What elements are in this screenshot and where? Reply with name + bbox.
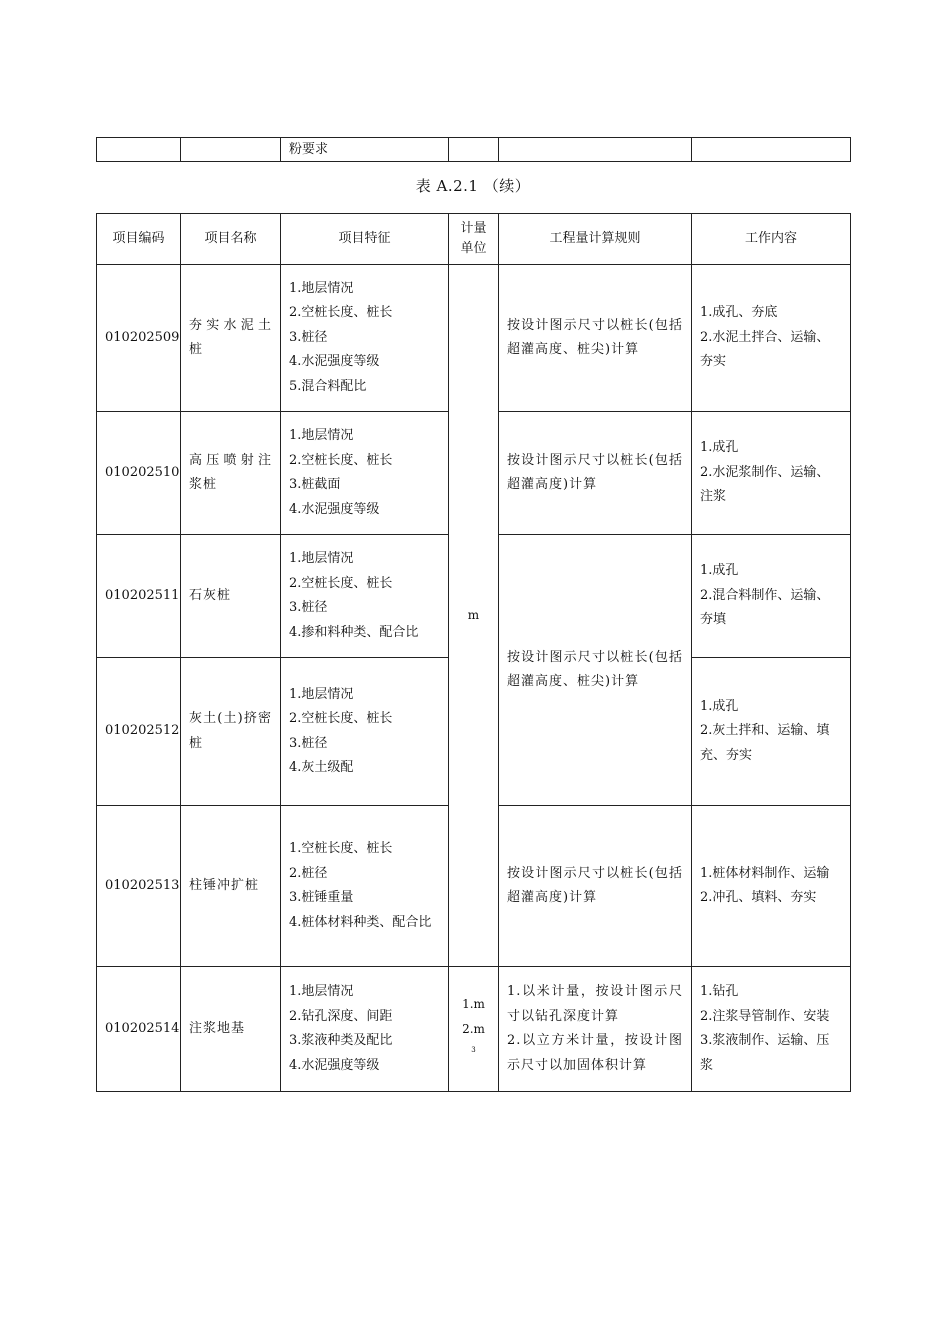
work-line: 1.桩体材料制作、运输 (700, 865, 830, 881)
work-line: 2.灰土拌和、运输、填充、夯实 (700, 723, 830, 763)
row-name: 柱锤冲扩桩 (181, 806, 281, 967)
unit-line (449, 1017, 498, 1066)
feature-line: 2.钻孔深度、间距 (289, 1008, 393, 1024)
row-rule: 按设计图示尺寸以桩长(包括超灌高度)计算 (499, 412, 692, 535)
row-rule: 按设计图示尺寸以桩长(包括超灌高度)计算 (499, 806, 692, 967)
fragment-cell-rule (499, 138, 692, 162)
unit-superscript: 3 (471, 1046, 476, 1055)
header-row (97, 214, 851, 265)
feature-line: 4.灰土级配 (289, 760, 354, 775)
previous-table-fragment (96, 137, 851, 162)
row-name: 灰土(土)挤密桩 (181, 658, 281, 806)
feature-line: 3.桩径 (289, 600, 328, 615)
header-unit-line1: 计量 (460, 221, 487, 236)
feature-line: 2.空桩长度、桩长 (289, 575, 393, 591)
row-work (692, 412, 851, 535)
row-features (281, 412, 449, 535)
work-line: 1.钻孔 (700, 984, 739, 999)
row-name: 注浆地基 (181, 967, 281, 1092)
fragment-row (97, 138, 851, 162)
fragment-cell-features: 粉要求 (281, 138, 449, 162)
row-code: 010202514 (97, 967, 181, 1092)
header-features: 项目特征 (281, 214, 449, 265)
feature-line: 4.水泥强度等级 (289, 501, 380, 517)
row-features (281, 806, 449, 967)
table-a21-continued (96, 213, 851, 1092)
feature-line: 4.水泥强度等级 (289, 354, 380, 370)
work-line: 1.成孔、夯底 (700, 305, 778, 321)
feature-line: 1.地层情况 (289, 686, 354, 702)
row-code: 010202512 (97, 658, 181, 806)
feature-line: 2.桩径 (289, 865, 328, 881)
row-features (281, 265, 449, 412)
feature-line: 1.空桩长度、桩长 (289, 841, 393, 856)
feature-line: 1.地层情况 (289, 984, 354, 999)
feature-line: 3.桩截面 (289, 477, 341, 492)
feature-line: 2.空桩长度、桩长 (289, 452, 393, 468)
row-code: 010202513 (97, 806, 181, 967)
row-work (692, 535, 851, 658)
row-code: 010202510 (97, 412, 181, 535)
table-row (97, 967, 851, 1092)
fragment-cell-code (97, 138, 181, 162)
work-line: 1.成孔 (700, 698, 739, 714)
header-name: 项目名称 (181, 214, 281, 265)
header-work: 工作内容 (692, 214, 851, 265)
row-features (281, 967, 449, 1092)
row-name: 石灰桩 (181, 535, 281, 658)
row-work (692, 967, 851, 1092)
rule-line: 2.以立方米计量，按设计图示尺寸以加固体积计算 (507, 1033, 683, 1073)
work-line: 2.冲孔、填料、夯实 (700, 890, 817, 905)
feature-line: 3.桩径 (289, 735, 328, 751)
feature-line: 1.地层情况 (289, 428, 354, 443)
merged-unit-cell: m (449, 265, 499, 967)
feature-line: 4.水泥强度等级 (289, 1057, 380, 1073)
work-line: 1.成孔 (700, 563, 739, 579)
row-work (692, 265, 851, 412)
row-code: 010202511 (97, 535, 181, 658)
rule-line: 1.以米计量，按设计图示尺寸以钻孔深度计算 (507, 984, 683, 1024)
feature-line: 2.空桩长度、桩长 (289, 305, 393, 321)
row-code: 010202509 (97, 265, 181, 412)
table-row (97, 265, 851, 412)
feature-line: 4.桩体材料种类、配合比 (289, 914, 432, 930)
row-work (692, 658, 851, 806)
merged-rule-cell: 按设计图示尺寸以桩长(包括超灌高度、桩尖)计算 (499, 535, 692, 806)
row-work (692, 806, 851, 967)
fragment-cell-work (692, 138, 851, 162)
row-rule: 按设计图示尺寸以桩长(包括超灌高度、桩尖)计算 (499, 265, 692, 412)
fragment-cell-unit (449, 138, 499, 162)
table-caption: 表 A.2.1 （续） (415, 177, 531, 195)
feature-line: 3.浆液种类及配比 (289, 1033, 393, 1048)
header-code: 项目编码 (97, 214, 181, 265)
feature-line: 1.地层情况 (289, 551, 354, 566)
work-line: 2.混合料制作、运输、夯填 (700, 587, 830, 628)
row-features (281, 535, 449, 658)
feature-line: 5.混合料配比 (289, 378, 367, 394)
row-rule (499, 967, 692, 1092)
feature-line: 1.地层情况 (289, 280, 354, 296)
feature-line: 4.掺和料种类、配合比 (289, 624, 419, 640)
feature-line: 2.空桩长度、桩长 (289, 711, 393, 726)
work-line: 2.水泥浆制作、运输、注浆 (700, 464, 830, 505)
feature-line: 3.桩锤重量 (289, 890, 354, 905)
unit-line-text: 2.m (462, 1021, 485, 1036)
row-features (281, 658, 449, 806)
work-line: 2.注浆导管制作、安装 (700, 1008, 830, 1024)
feature-line: 3.桩径 (289, 329, 328, 345)
row-name: 夯实水泥土桩 (181, 265, 281, 412)
work-line: 2.水泥土拌合、运输、夯实 (700, 329, 830, 370)
work-line: 3.浆液制作、运输、压浆 (700, 1033, 830, 1073)
header-unit (449, 214, 499, 265)
work-line: 1.成孔 (700, 440, 739, 456)
unit-line: 1.m (462, 997, 485, 1012)
header-rule: 工程量计算规则 (499, 214, 692, 265)
row-name: 高压喷射注浆桩 (181, 412, 281, 535)
fragment-cell-name (181, 138, 281, 162)
header-unit-line2: 单位 (460, 241, 487, 256)
row-unit (449, 967, 499, 1092)
